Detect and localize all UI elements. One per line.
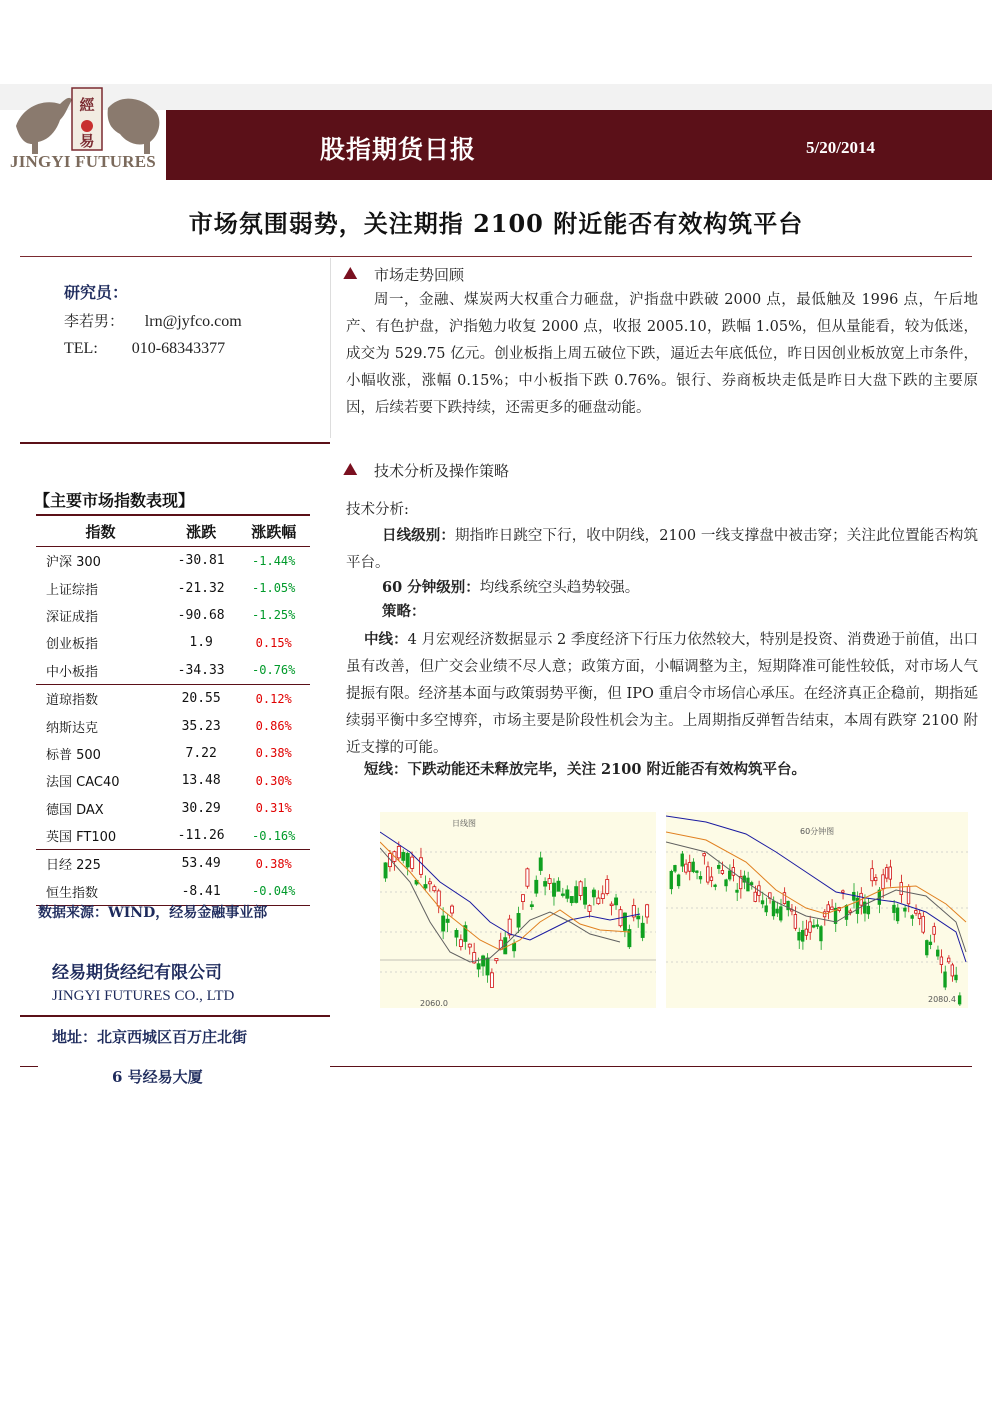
index-change: 1.9: [189, 635, 213, 651]
candle-body: [685, 864, 688, 872]
column-divider: [330, 258, 331, 438]
researcher-contact: [64, 310, 242, 331]
hourly-level-label: 60 分钟级别：: [382, 579, 480, 596]
candle-body: [820, 927, 823, 941]
chart-title: 日线图: [452, 819, 476, 828]
candle-body: [801, 930, 804, 941]
candle-body: [646, 905, 649, 917]
candle-body: [882, 875, 885, 889]
candle-body: [951, 965, 954, 976]
index-performance-table: [36, 514, 310, 906]
company-name-en: JINGYI FUTURES CO., LTD: [52, 988, 235, 1004]
candle-body: [696, 871, 699, 873]
candle-body: [889, 867, 892, 879]
candle-body: [459, 940, 462, 947]
index-change-pct: -0.76%: [252, 663, 296, 678]
candle-body: [809, 922, 812, 932]
candle-body: [911, 916, 914, 919]
bear-icon: [108, 99, 160, 154]
hourly-level-analysis: [382, 576, 639, 597]
table-header-row: [36, 515, 310, 547]
candle-body: [575, 887, 578, 903]
market-review-text: 周一，金融、煤炭两大权重合力砸盘，沪指盘中跌破 2000 点，最低触及 1996 点，午后地产、有色护盘，沪指勉力收复 2000 点，收报 2005.10，跌幅 1.05%，但从量能看，较为低迷，成交为 529.75 亿元。创业板指上周五破位下跌，逼近去年底低位，昨日因创业板放宽上市条件，小幅收涨，涨幅 0.15%；中小板指下跌 0.76%。银行、券商板块走低是昨日大盘下跌的主要原因，后续若要下跌持续，还需更多的砸盘动能。: [346, 292, 978, 416]
index-name: 恒生指数: [36, 878, 165, 906]
candle-body: [812, 925, 815, 927]
candle-body: [699, 876, 702, 879]
candle-body: [486, 958, 489, 975]
candle-body: [592, 890, 595, 897]
candle-body: [772, 901, 775, 916]
candle-body: [424, 885, 427, 888]
candle-body: [721, 870, 724, 873]
index-name: 中小板指: [46, 664, 99, 680]
candle-body: [570, 896, 573, 902]
candle-body: [853, 892, 856, 900]
candle-body: [918, 914, 921, 919]
candle-body: [601, 894, 604, 899]
candle-body: [692, 862, 695, 872]
candle-body: [747, 878, 750, 891]
researcher-heading: 研究员：: [64, 283, 129, 302]
candle-body: [816, 925, 819, 927]
candle-body: [588, 906, 591, 912]
candle-body: [955, 975, 958, 980]
candle-body: [703, 854, 706, 856]
index-change-pct: 0.15%: [255, 635, 292, 650]
candle-body: [947, 958, 950, 962]
headline-divider: [20, 256, 972, 257]
candle-body: [433, 887, 436, 891]
table-row: [36, 712, 310, 739]
index-change-pct: 0.38%: [255, 746, 292, 761]
mid-term-strategy: [346, 626, 978, 762]
candle-body: [725, 880, 728, 886]
index-change-pct: -1.25%: [252, 608, 296, 623]
candle-body: [736, 890, 739, 892]
tel-number: 010-68343377: [131, 340, 226, 357]
index-change: -8.41: [165, 878, 238, 906]
candle-body: [717, 865, 720, 868]
candle-body: [765, 906, 768, 912]
candle-body: [907, 886, 910, 903]
strategy-label: 策略：: [382, 603, 426, 620]
index-change: -11.26: [177, 828, 225, 844]
candle-body: [761, 901, 764, 904]
candle-body: [402, 852, 405, 860]
short-term-text: 下跌动能还未释放完毕，关注 2100 附近能否有效构筑平台。: [407, 761, 806, 778]
index-change-pct: -1.05%: [252, 581, 296, 596]
section-heading: 市场走势回顾: [374, 266, 465, 284]
candle-body: [446, 919, 449, 922]
index-change-pct: 0.38%: [237, 850, 310, 878]
company-divider: [20, 1015, 330, 1017]
candle-body: [548, 879, 551, 884]
index-name: 上证综指: [46, 582, 99, 598]
chart-low-label: 2060.0: [420, 999, 448, 1008]
data-source-note: 数据来源：WIND，经易金融事业部: [38, 905, 268, 921]
candle-body: [437, 891, 440, 906]
candle-body: [794, 914, 797, 928]
candle-body: [495, 958, 498, 960]
candle-body: [893, 905, 896, 912]
candle-body: [637, 916, 640, 919]
table-row: [36, 795, 310, 822]
candle-body: [552, 883, 555, 896]
column-header-index: 指数: [36, 515, 165, 547]
researcher-name: 李若男：: [64, 312, 125, 330]
candle-body: [670, 871, 673, 888]
candles-group: [670, 851, 961, 1006]
candle-body: [610, 904, 613, 906]
index-name: 沪深 300: [46, 555, 101, 571]
index-change-pct: 0.30%: [255, 773, 292, 788]
candle-body: [615, 898, 618, 905]
candle-body: [776, 909, 779, 913]
mid-term-label: 中线：: [364, 631, 408, 648]
company-name-cn: 经易期货经纪有限公司: [52, 963, 222, 983]
candle-body: [544, 881, 547, 886]
candle-body: [944, 972, 947, 987]
candle-body: [442, 916, 445, 931]
candle-body: [641, 923, 644, 937]
index-name: 英国 FT100: [46, 830, 117, 846]
tel-label: TEL:: [64, 340, 98, 357]
index-change: 13.48: [181, 773, 221, 789]
candle-body: [900, 883, 903, 895]
section-technical-analysis: [346, 460, 509, 481]
candle-body: [455, 930, 458, 937]
candle-body: [842, 891, 845, 893]
candle-body: [397, 846, 400, 857]
table-row: [36, 822, 310, 850]
chart-low-label: 2080.4: [928, 995, 956, 1004]
short-term-strategy: [364, 758, 806, 779]
logo-wordmark: JINGYI FUTURES: [10, 152, 156, 171]
candle-body: [530, 905, 533, 907]
company-address: 地址：北京西城区百万庄北街: [52, 1028, 248, 1046]
candle-body: [922, 916, 925, 932]
candle-body: [896, 908, 899, 921]
index-change-pct: -0.16%: [252, 828, 296, 843]
candle-body: [780, 907, 783, 920]
candle-body: [566, 890, 569, 898]
footer-rule-left: [20, 1066, 38, 1067]
candle-body: [904, 908, 907, 911]
section-heading: 技术分析及操作策略: [374, 462, 510, 480]
candle-body: [958, 996, 961, 1004]
logo-glyphs: 經: [79, 96, 95, 114]
candle-body: [710, 877, 713, 881]
footer-rule-right: [330, 1066, 972, 1067]
index-change: -30.81: [177, 553, 225, 569]
table-row: [36, 684, 310, 712]
column-header-pct: 涨跌幅: [237, 515, 310, 547]
candle-body: [606, 880, 609, 894]
candle-body: [831, 907, 834, 910]
candle-body: [929, 942, 932, 945]
index-name: 法国 CAC40: [46, 775, 120, 791]
bullet-arrow-icon: [343, 267, 360, 285]
candle-body: [940, 957, 943, 965]
candle-body: [805, 929, 808, 935]
bull-icon: [16, 98, 72, 154]
index-change: -21.32: [177, 580, 225, 596]
candle-body: [526, 869, 529, 886]
candle-body: [557, 881, 560, 891]
candle-body: [849, 911, 852, 913]
index-change-pct: -1.44%: [252, 553, 296, 568]
candle-body: [867, 906, 870, 914]
candle-body: [707, 867, 710, 882]
index-change: 20.55: [165, 684, 238, 712]
index-name: 德国 DAX: [46, 802, 104, 818]
company-address-building: 6 号经易大厦: [112, 1068, 203, 1086]
index-change-pct: 0.86%: [255, 719, 292, 734]
candle-body: [728, 871, 731, 879]
ma-line-3: [666, 842, 966, 952]
left-divider: [20, 442, 330, 444]
table-row: [36, 547, 310, 575]
index-name: 标普 500: [46, 747, 101, 763]
candle-body: [623, 913, 626, 930]
table-row: [36, 574, 310, 601]
candle-body: [674, 865, 677, 871]
candle-body: [517, 913, 520, 927]
candle-body: [885, 868, 888, 878]
table-row: [36, 767, 310, 794]
index-change-pct: 0.31%: [255, 801, 292, 816]
hourly-level-text: 均线系统空头趋势较强。: [479, 580, 640, 596]
index-name: 日经 225: [36, 850, 165, 878]
candle-body: [677, 875, 680, 886]
candle-body: [754, 892, 757, 901]
candle-body: [714, 885, 717, 887]
mid-term-text: 4 月宏观经济数据显示 2 季度经济下行压力依然较大，特别是投资、消费逊于前值，出口虽有改善，但广交会业绩不尽人意；政策方面，小幅调整为主，短期降准可能性较低，对市场人气提振有限。经济基本面与政策弱势平衡，但 IPO 重启令市场信心承压。在经济真正企稳前，期指延续弱平衡中多空博弈，市场主要是阶段性机会为主。上周期指反弹暂告结束，本周有跌穿 2100 附近支撑的可能。: [346, 632, 978, 756]
column-header-change: 涨跌: [165, 515, 238, 547]
index-change: -34.33: [177, 662, 225, 678]
index-name: 道琼指数: [36, 684, 165, 712]
candle-body: [535, 880, 538, 893]
candle-body: [539, 858, 542, 871]
chart-title: 60分钟图: [800, 827, 835, 836]
candle-body: [513, 943, 516, 950]
report-date: 5/20/2014: [806, 138, 875, 157]
researcher-email[interactable]: lrn@jyfco.com: [144, 313, 242, 330]
candle-body: [406, 853, 409, 867]
candle-body: [915, 911, 918, 914]
index-name: 创业板指: [46, 637, 99, 653]
table-row: [36, 850, 310, 878]
candle-body: [845, 905, 848, 919]
index-name: 深证成指: [46, 609, 99, 625]
candle-body: [451, 906, 454, 913]
candle-body: [874, 878, 877, 881]
section-market-review: [346, 264, 464, 285]
candle-body: [936, 950, 939, 956]
candle-body: [681, 854, 684, 866]
candle-body: [561, 894, 564, 896]
short-term-label: 短线：: [364, 761, 408, 778]
report-type-title: 股指期货日报: [320, 135, 477, 164]
candle-body: [468, 944, 471, 947]
table-row: [36, 657, 310, 685]
index-change: 53.49: [165, 850, 238, 878]
candle-body: [384, 863, 387, 878]
candles-group: [384, 841, 649, 987]
candle-body: [482, 956, 485, 966]
candle-body: [798, 932, 801, 940]
svg-text:易: 易: [79, 132, 95, 150]
candle-body: [419, 858, 422, 875]
index-table-title: 【主要市场指数表现】: [34, 491, 195, 510]
candle-body: [871, 869, 874, 881]
candle-body: [688, 863, 691, 872]
candle-body: [428, 882, 431, 884]
candle-body: [477, 964, 480, 969]
daily-level-label: 日线级别：: [382, 527, 455, 544]
table-row: [36, 740, 310, 767]
table-row: [36, 629, 310, 656]
candle-body: [521, 895, 524, 902]
candle-body: [933, 927, 936, 935]
candle-body: [411, 857, 414, 868]
candle-body: [750, 883, 753, 885]
candle-body: [597, 898, 600, 904]
daily-candlestick-chart: [380, 812, 656, 1008]
technical-analysis-label: 技术分析:: [346, 502, 409, 518]
candle-body: [490, 973, 493, 988]
researcher-phone: [64, 340, 225, 358]
index-change: -90.68: [177, 607, 225, 623]
daily-level-analysis: [346, 522, 978, 577]
index-change: 7.22: [185, 745, 217, 761]
table-row: [36, 602, 310, 629]
index-change-pct: 0.12%: [237, 684, 310, 712]
daily-level-text: 期指昨日跳空下行，收中阴线，2100 一线支撑盘中被击穿；关注此位置能否构筑平台。: [346, 528, 979, 571]
index-name: 纳斯达克: [46, 720, 99, 736]
candle-body: [827, 905, 830, 912]
index-change-pct: -0.04%: [237, 878, 310, 906]
candle-body: [579, 882, 582, 896]
candle-body: [584, 887, 587, 904]
report-headline: 市场氛围弱势，关注期指 2100 附近能否有效构筑平台: [188, 209, 804, 238]
hourly-candlestick-chart: [666, 812, 968, 1008]
index-change: 35.23: [181, 718, 221, 734]
index-change: 30.29: [181, 800, 221, 816]
bullet-arrow-icon: [343, 463, 360, 481]
candle-body: [926, 941, 929, 955]
